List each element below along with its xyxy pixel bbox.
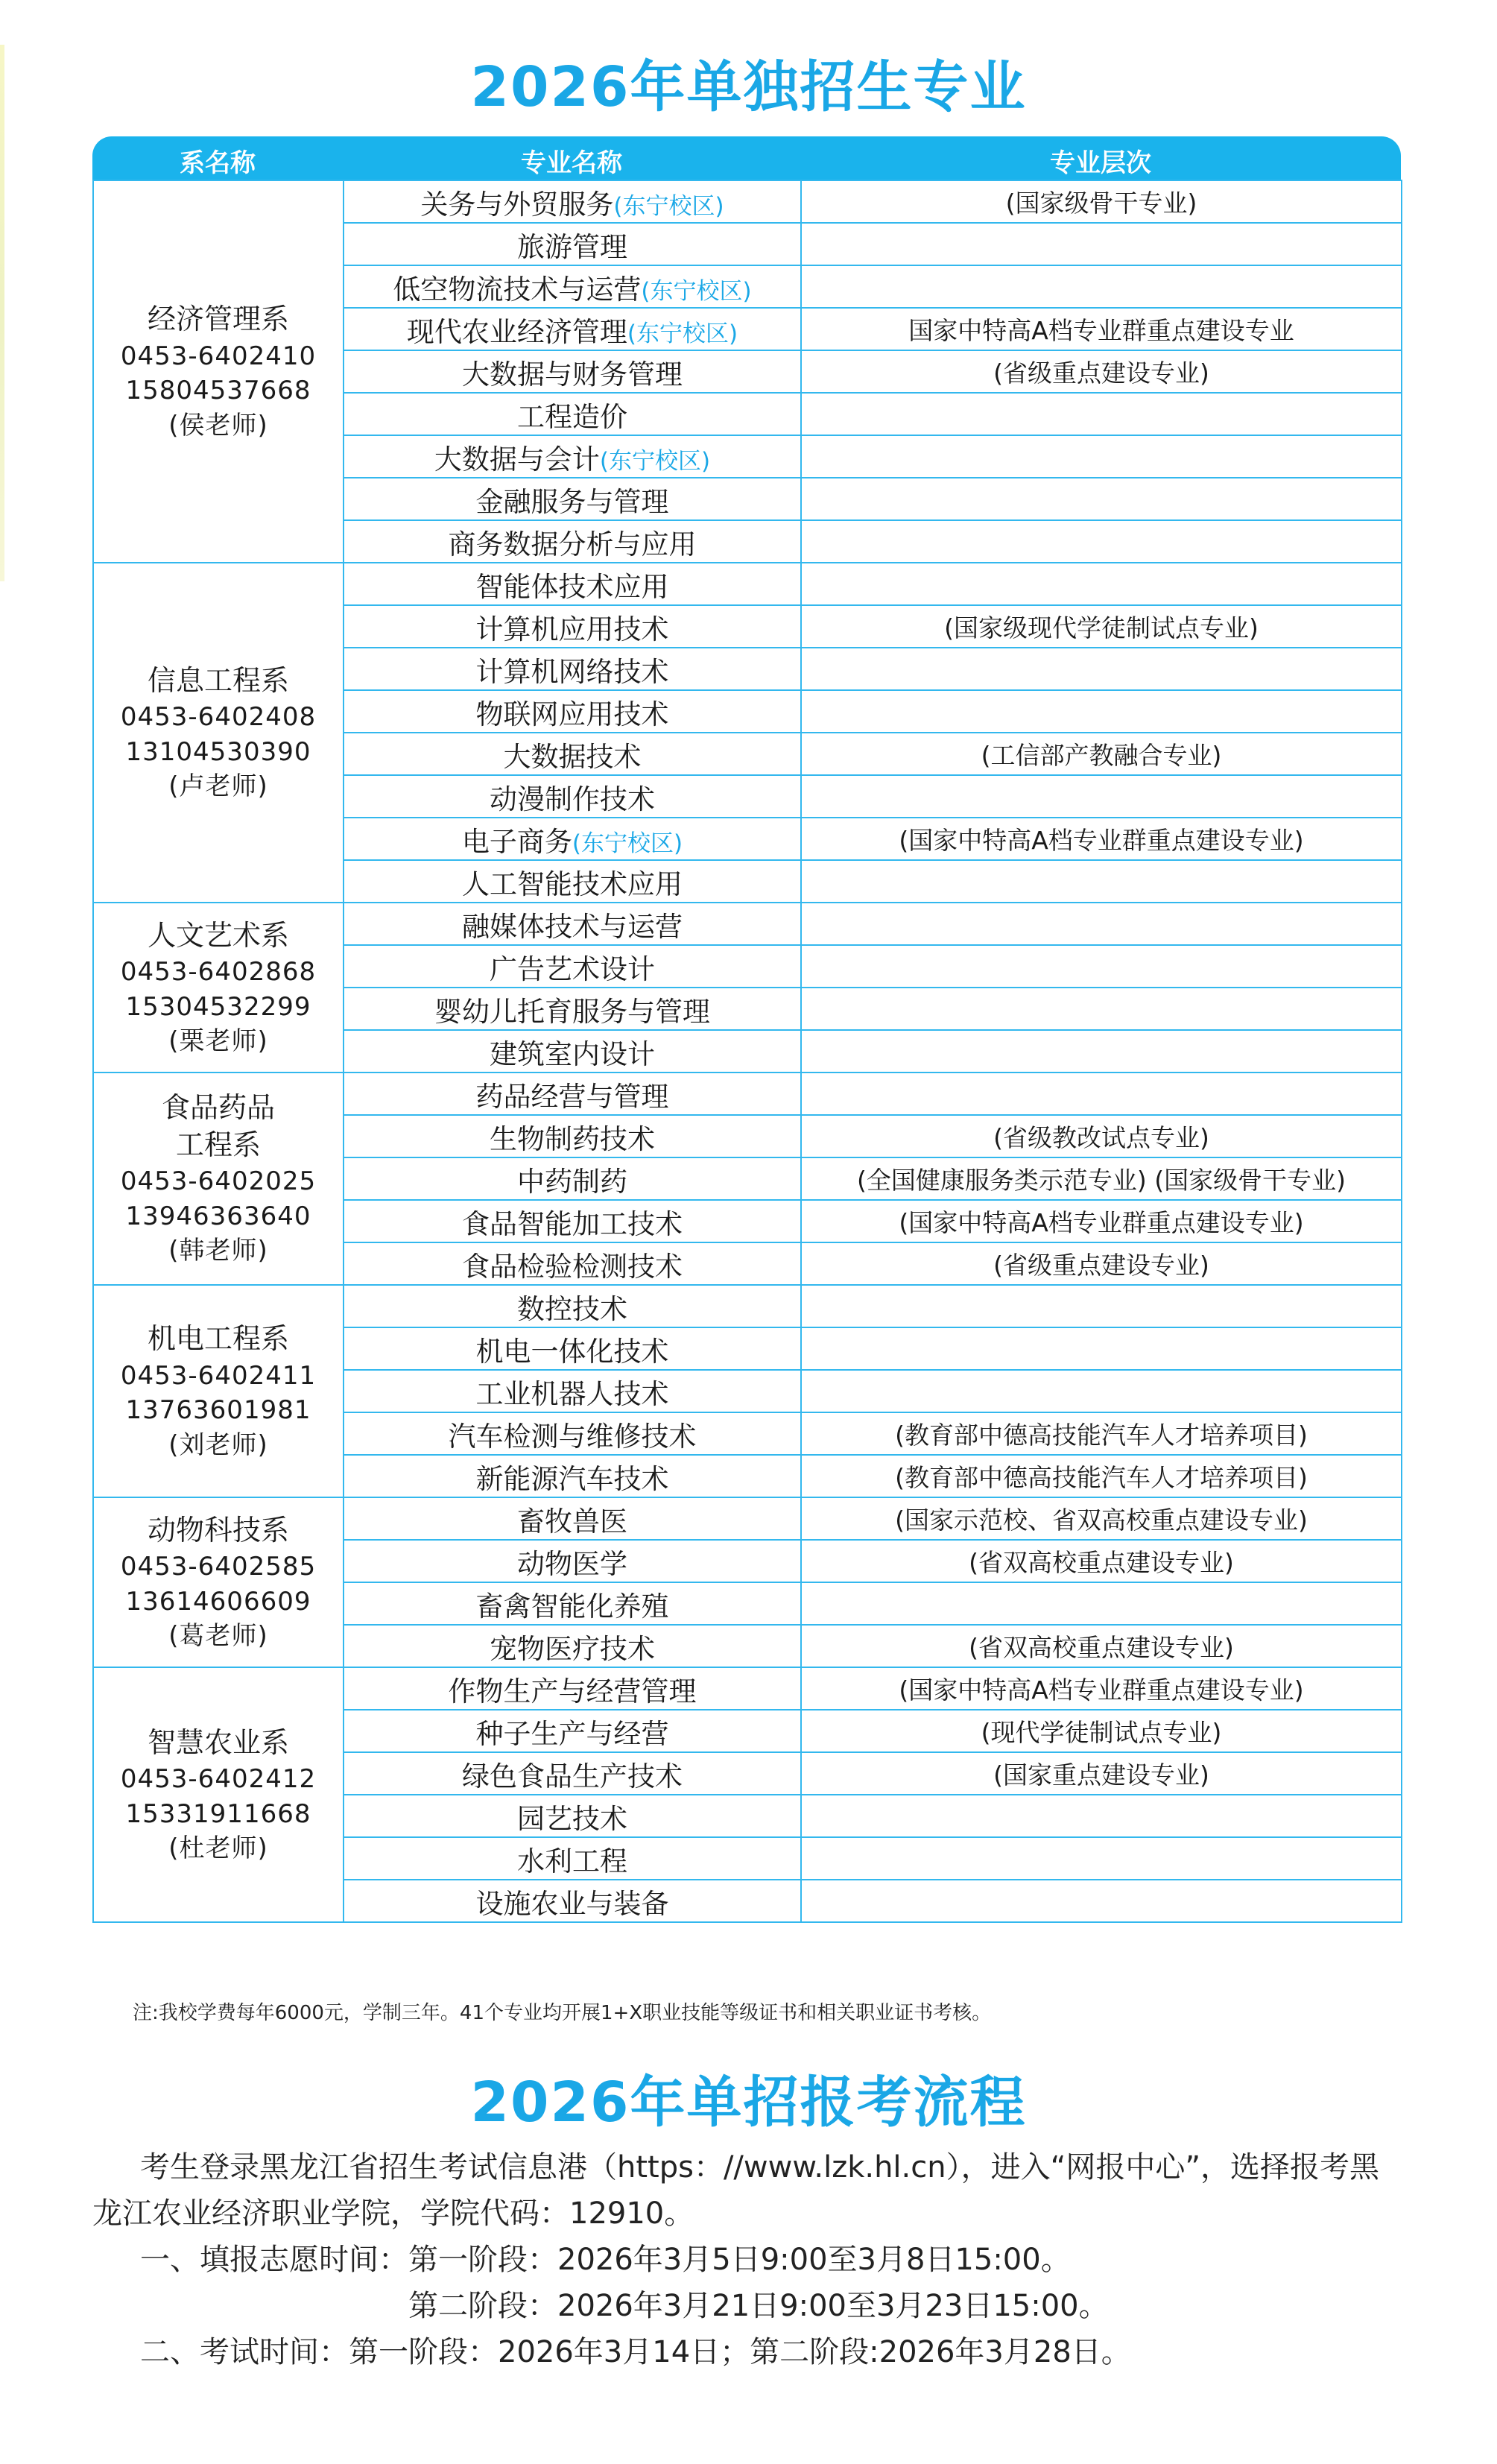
level-text: (现代学徒制试点专业)	[981, 1718, 1222, 1747]
level-cell	[801, 1200, 1402, 1242]
dept-name: 动物科技系	[147, 1513, 289, 1547]
major-name: 大数据与财务管理	[462, 358, 683, 391]
major-cell	[344, 1667, 801, 1710]
campus-tag: (东宁校区)	[641, 277, 752, 305]
level-cell	[801, 350, 1402, 393]
major-name: 畜牧兽医	[517, 1505, 627, 1538]
header-level: 专业层次	[1050, 148, 1151, 178]
level-cell	[801, 988, 1402, 1030]
major-cell	[344, 1497, 801, 1540]
level-text: (国家重点建设专业)	[993, 1760, 1209, 1789]
dept-contact: (侯老师)	[168, 410, 268, 440]
level-text: (省级重点建设专业)	[993, 358, 1209, 388]
process-line-4: 第二阶段：2026年3月21日9:00至3月23日15:00。	[408, 2289, 1109, 2323]
major-name: 计算机网络技术	[475, 655, 669, 688]
level-text: (工信部产教融合专业)	[981, 741, 1222, 770]
dept-contact: (杜老师)	[168, 1833, 268, 1863]
major-cell	[344, 903, 801, 945]
majors-table	[92, 136, 1401, 1923]
process-title: 2026年单招报考流程	[470, 2070, 1027, 2135]
level-text: (全国健康服务类示范专业) (国家级骨干专业)	[857, 1166, 1346, 1195]
major-cell	[344, 1073, 801, 1115]
level-text: (国家级骨干专业)	[1005, 189, 1197, 218]
header-major: 专业名称	[521, 148, 622, 178]
dept-mobile: 13763601981	[125, 1395, 311, 1425]
major-name: 低空物流技术与运营	[393, 273, 642, 306]
major-cell	[344, 350, 801, 393]
major-cell	[344, 393, 801, 435]
level-cell	[801, 223, 1402, 265]
level-cell	[801, 1370, 1402, 1412]
major-name: 中药制药	[517, 1165, 627, 1198]
level-cell	[801, 1157, 1402, 1200]
level-cell	[801, 563, 1402, 605]
major-name: 数控技术	[517, 1292, 627, 1325]
level-cell	[801, 1667, 1402, 1710]
campus-tag: (东宁校区)	[613, 192, 724, 220]
level-cell	[801, 903, 1402, 945]
campus-tag: (东宁校区)	[572, 830, 683, 857]
dept-phone: 0453-6402410	[120, 341, 317, 371]
dept-cell	[93, 563, 344, 903]
major-name: 关务与外贸服务	[420, 188, 614, 221]
level-cell	[801, 180, 1402, 223]
major-cell	[344, 945, 801, 988]
dept-phone: 0453-6402411	[120, 1360, 317, 1391]
dept-contact: (葛老师)	[168, 1621, 268, 1651]
major-name: 动物医学	[517, 1547, 627, 1580]
major-cell	[344, 605, 801, 648]
major-name: 旅游管理	[517, 230, 627, 263]
level-cell	[801, 1625, 1402, 1667]
major-name: 商务数据分析与应用	[448, 528, 697, 560]
major-cell	[344, 1625, 801, 1667]
level-cell	[801, 733, 1402, 775]
level-text: (教育部中德高技能汽车人才培养项目)	[895, 1421, 1308, 1450]
major-cell	[344, 648, 801, 690]
process-line-3: 一、填报志愿时间：第一阶段：2026年3月5日9:00至3月8日15:00。	[140, 2243, 1071, 2277]
major-name: 生物制药技术	[490, 1122, 655, 1155]
dept-phone: 0453-6402408	[120, 702, 317, 732]
level-cell	[801, 775, 1402, 818]
major-name: 大数据技术	[503, 740, 642, 773]
level-cell	[801, 1285, 1402, 1327]
level-text: (省双高校重点建设专业)	[969, 1633, 1234, 1662]
level-cell	[801, 1710, 1402, 1752]
major-name: 动漫制作技术	[490, 783, 655, 815]
dept-mobile: 13946363640	[125, 1201, 311, 1231]
table-row	[93, 1285, 1402, 1327]
major-name: 现代农业经济管理	[406, 315, 627, 348]
level-cell	[801, 1242, 1402, 1285]
major-name: 食品智能加工技术	[462, 1207, 683, 1240]
level-cell	[801, 1455, 1402, 1497]
level-text: (省级重点建设专业)	[993, 1251, 1209, 1280]
major-name: 工业机器人技术	[475, 1377, 669, 1410]
major-cell	[344, 520, 801, 563]
major-cell	[344, 435, 801, 478]
dept-phone: 0453-6402868	[120, 957, 317, 987]
major-cell	[344, 860, 801, 903]
major-cell	[344, 988, 801, 1030]
level-text: (教育部中德高技能汽车人才培养项目)	[895, 1463, 1308, 1492]
process-line-5: 二、考试时间：第一阶段：2026年3月14日；第二阶段:2026年3月28日。	[140, 2335, 1131, 2369]
page-title: 2026年单独招生专业	[470, 55, 1027, 119]
major-name: 种子生产与经营	[475, 1717, 669, 1750]
table-row	[93, 1497, 1402, 1540]
major-name: 大数据与会计	[434, 443, 600, 476]
level-cell	[801, 648, 1402, 690]
level-cell	[801, 393, 1402, 435]
dept-name: 食品药品	[161, 1091, 275, 1125]
level-cell	[801, 435, 1402, 478]
major-name: 广告艺术设计	[490, 953, 655, 985]
major-cell	[344, 308, 801, 350]
left-edge-strip	[0, 45, 4, 581]
level-text: (国家示范校、省双高校重点建设专业)	[895, 1506, 1308, 1535]
major-cell	[344, 265, 801, 308]
level-text: (省级教改试点专业)	[993, 1123, 1209, 1152]
level-cell	[801, 1115, 1402, 1157]
dept-name: 工程系	[175, 1128, 261, 1161]
level-cell	[801, 860, 1402, 903]
level-cell	[801, 265, 1402, 308]
major-name: 婴幼儿托育服务与管理	[434, 995, 710, 1028]
dept-cell	[93, 903, 344, 1073]
level-cell	[801, 1412, 1402, 1455]
level-cell	[801, 308, 1402, 350]
major-name: 融媒体技术与运营	[462, 910, 683, 943]
table-row	[93, 903, 1402, 945]
level-cell	[801, 1837, 1402, 1880]
major-name: 药品经营与管理	[475, 1080, 669, 1113]
dept-cell	[93, 1667, 344, 1922]
major-cell	[344, 733, 801, 775]
major-cell	[344, 1582, 801, 1625]
dept-mobile: 13614606609	[125, 1586, 311, 1617]
level-cell	[801, 520, 1402, 563]
process-line-2: 龙江农业经济职业学院，学院代码：12910。	[92, 2196, 694, 2231]
major-cell	[344, 1880, 801, 1922]
major-name: 人工智能技术应用	[462, 868, 683, 900]
major-cell	[344, 1370, 801, 1412]
dept-phone: 0453-6402412	[120, 1764, 317, 1794]
header-dept: 系名称	[180, 148, 256, 178]
major-name: 作物生产与经营管理	[448, 1675, 697, 1708]
major-cell	[344, 1412, 801, 1455]
major-cell	[344, 1752, 801, 1795]
level-cell	[801, 1327, 1402, 1370]
major-name: 电子商务	[461, 825, 572, 858]
level-cell	[801, 818, 1402, 860]
level-cell	[801, 1880, 1402, 1922]
fee-note: 注:我校学费每年6000元，学制三年。41个专业均开展1+X职业技能等级证书和相关职业证书考核。	[133, 2002, 992, 2024]
level-text: 国家中特高A档专业群重点建设专业	[908, 316, 1294, 345]
major-name: 建筑室内设计	[490, 1037, 655, 1070]
major-name: 宠物医疗技术	[490, 1632, 655, 1665]
dept-phone: 0453-6402025	[120, 1166, 317, 1197]
level-text: (国家中特高A档专业群重点建设专业)	[899, 1208, 1304, 1237]
level-cell	[801, 945, 1402, 988]
major-name: 园艺技术	[517, 1802, 627, 1835]
dept-cell	[93, 180, 344, 563]
majors-grid	[92, 180, 1402, 1923]
major-cell	[344, 1795, 801, 1837]
major-cell	[344, 1115, 801, 1157]
major-name: 物联网应用技术	[475, 698, 669, 730]
dept-contact: (韩老师)	[168, 1236, 268, 1266]
dept-cell	[93, 1497, 344, 1667]
major-cell	[344, 1327, 801, 1370]
level-text: (国家中特高A档专业群重点建设专业)	[899, 826, 1304, 855]
table-row	[93, 1073, 1402, 1115]
major-cell	[344, 818, 801, 860]
dept-name: 经济管理系	[147, 303, 289, 335]
major-cell	[344, 775, 801, 818]
dept-mobile: 13104530390	[125, 736, 311, 767]
level-cell	[801, 1752, 1402, 1795]
table-header	[92, 136, 1401, 180]
level-cell	[801, 478, 1402, 520]
level-cell	[801, 1540, 1402, 1582]
major-cell	[344, 223, 801, 265]
level-cell	[801, 1073, 1402, 1115]
major-cell	[344, 1157, 801, 1200]
dept-contact: (刘老师)	[168, 1430, 268, 1460]
level-text: (省双高校重点建设专业)	[969, 1548, 1234, 1577]
dept-name: 智慧农业系	[147, 1725, 289, 1759]
major-name: 机电一体化技术	[475, 1335, 669, 1368]
major-cell	[344, 1710, 801, 1752]
major-cell	[344, 1285, 801, 1327]
level-cell	[801, 1497, 1402, 1540]
dept-phone: 0453-6402585	[120, 1552, 317, 1582]
dept-contact: (卢老师)	[168, 771, 268, 801]
dept-name: 机电工程系	[147, 1322, 289, 1355]
table-row	[93, 563, 1402, 605]
major-cell	[344, 1540, 801, 1582]
table-row	[93, 1667, 1402, 1710]
major-name: 工程造价	[517, 400, 627, 433]
major-name: 智能体技术应用	[475, 570, 669, 603]
level-cell	[801, 605, 1402, 648]
major-name: 食品检验检测技术	[462, 1250, 683, 1283]
major-cell	[344, 563, 801, 605]
major-name: 金融服务与管理	[475, 485, 669, 518]
dept-name: 信息工程系	[147, 663, 289, 697]
major-name: 畜禽智能化养殖	[475, 1590, 669, 1623]
dept-mobile: 15304532299	[125, 991, 311, 1022]
major-cell	[344, 1200, 801, 1242]
major-name: 计算机应用技术	[475, 613, 669, 645]
level-text: (国家中特高A档专业群重点建设专业)	[899, 1675, 1304, 1705]
campus-tag: (东宁校区)	[627, 320, 738, 347]
major-name: 新能源汽车技术	[475, 1462, 669, 1495]
level-cell	[801, 1795, 1402, 1837]
level-cell	[801, 690, 1402, 733]
level-cell	[801, 1582, 1402, 1625]
major-cell	[344, 1455, 801, 1497]
major-cell	[344, 478, 801, 520]
major-cell	[344, 1837, 801, 1880]
major-name: 汽车检测与维修技术	[448, 1420, 697, 1453]
major-cell	[344, 690, 801, 733]
major-cell	[344, 1242, 801, 1285]
dept-mobile: 15804537668	[125, 376, 311, 405]
dept-contact: (栗老师)	[168, 1026, 268, 1056]
process-line-1: 考生登录黑龙江省招生考试信息港（https：//www.lzk.hl.cn），进入“网报中心”，选择报考黑	[140, 2150, 1380, 2185]
level-text: (国家级现代学徒制试点专业)	[944, 613, 1259, 642]
dept-name: 人文艺术系	[147, 918, 289, 952]
major-cell	[344, 1030, 801, 1073]
major-name: 水利工程	[517, 1845, 627, 1877]
table-row	[93, 180, 1402, 223]
level-cell	[801, 1030, 1402, 1073]
major-name: 设施农业与装备	[475, 1887, 669, 1920]
campus-tag: (东宁校区)	[599, 447, 711, 475]
dept-cell	[93, 1285, 344, 1497]
dept-cell	[93, 1073, 344, 1285]
major-cell	[344, 180, 801, 223]
dept-mobile: 15331911668	[125, 1798, 311, 1829]
major-name: 绿色食品生产技术	[462, 1760, 683, 1792]
